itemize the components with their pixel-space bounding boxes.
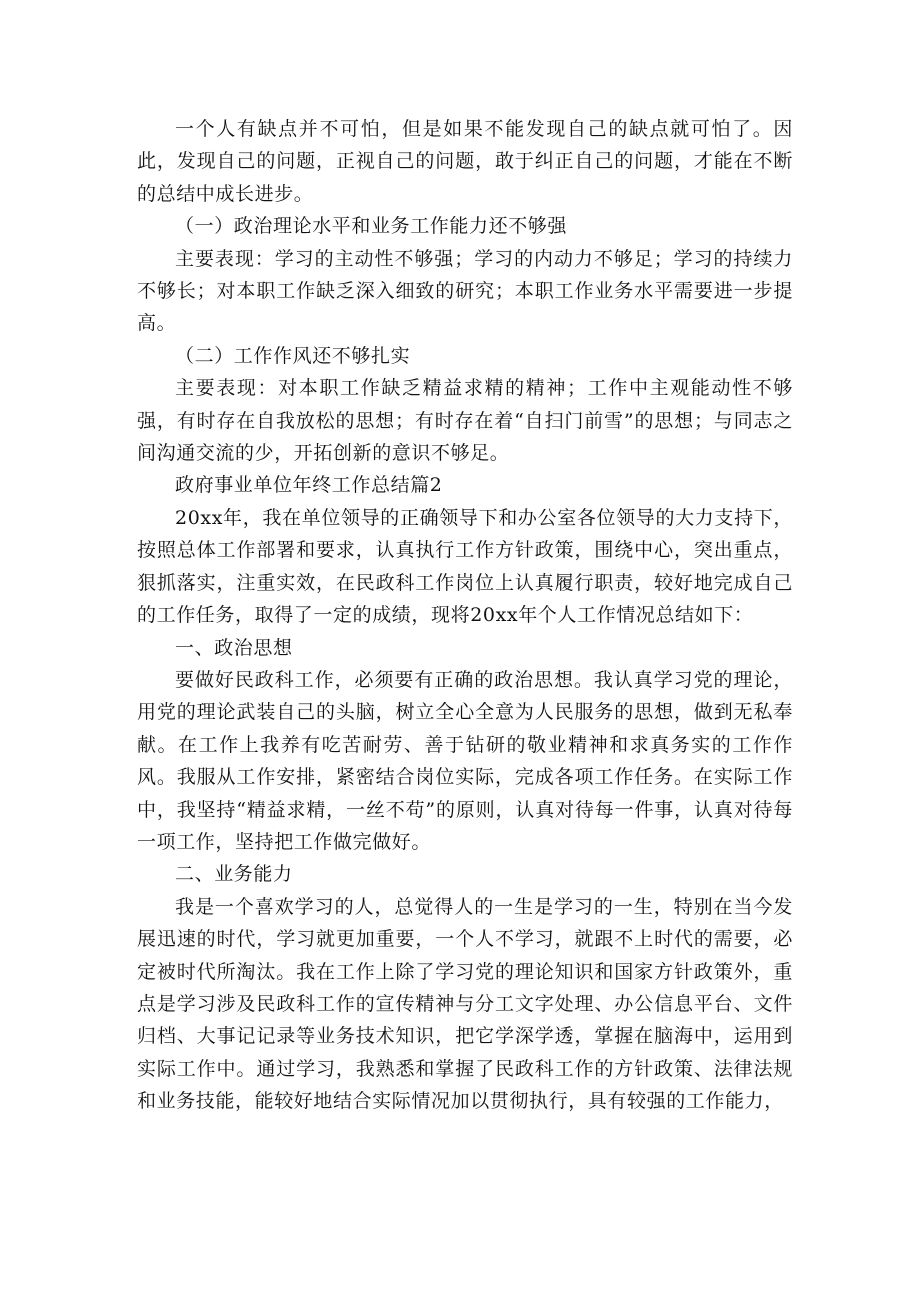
paragraph-intro: 一个人有缺点并不可怕，但是如果不能发现自己的缺点就可怕了。因此，发现自己的问题，正视自己的问题，敢于纠正自己的问题，才能在不断的总结中成长进步。 [137,118,793,205]
paragraph-political: 要做好民政科工作，必须要有正确的政治思想。我认真学习党的理论，用党的理论武装自己的头脑，树立全心全意为人民服务的思想，做到无私奉献。在工作上我养有吃苦耐劳、善于钻研的敬业精神和求真务实的工作作风。我服从工作安排，紧密结合岗位实际，完成各项工作任务。在实际工作中，我坚持“精益求精，一丝不苟”的原则，认真对待每一件事，认真对待每一项工作，坚持把工作做完做好。 [137,668,793,853]
paragraph-business: 我是一个喜欢学习的人，总觉得人的一生是学习的一生，特别在当今发展迅速的时代，学习就更加重要，一个人不学习，就跟不上时代的需要，必定被时代所淘汰。我在工作上除了学习党的理论知识和国家方针政策外，重点是学习涉及民政科工作的宣传精神与分工文字处理、办公信息平台、文件归档、大事记记录等业务技术知识，把它学深学透，掌握在脑海中，运用到实际工作中。通过学习，我熟悉和掌握了民政科工作的方针政策、法律法规和业务技能，能较好地结合实际情况加以贯彻执行，具有较强的工作能力， [137,895,793,1113]
heading-section-1: （一）政治理论水平和业务工作能力还不够强 [175,215,568,238]
heading-section-2: （二）工作作风还不够扎实 [175,344,411,367]
heading-business: 二、业务能力 [175,863,293,886]
document-body [137,113,793,1118]
paragraph-article-intro: 20xx年，我在单位领导的正确领导下和办公室各位领导的大力支持下，按照总体工作部署和要求，认真执行工作方针政策，围绕中心，突出重点，狠抓落实，注重实效，在民政科工作岗位上认真履行职责，较好地完成自己的工作任务，取得了一定的成绩，现将20xx年个人工作情况总结如下： [137,506,793,627]
paragraph-section-1: 主要表现：学习的主动性不够强；学习的内动力不够足；学习的持续力不够长；对本职工作缺乏深入细致的研究；本职工作业务水平需要进一步提高。 [137,247,793,335]
paragraph-section-2: 主要表现：对本职工作缺乏精益求精的精神；工作中主观能动性不够强，有时存在自我放松的思想；有时存在着“自扫门前雪”的思想；与同志之间沟通交流的少，开拓创新的意识不够足。 [137,377,793,465]
article-title: 政府事业单位年终工作总结篇2 [175,474,443,497]
heading-political: 一、政治思想 [175,636,293,659]
